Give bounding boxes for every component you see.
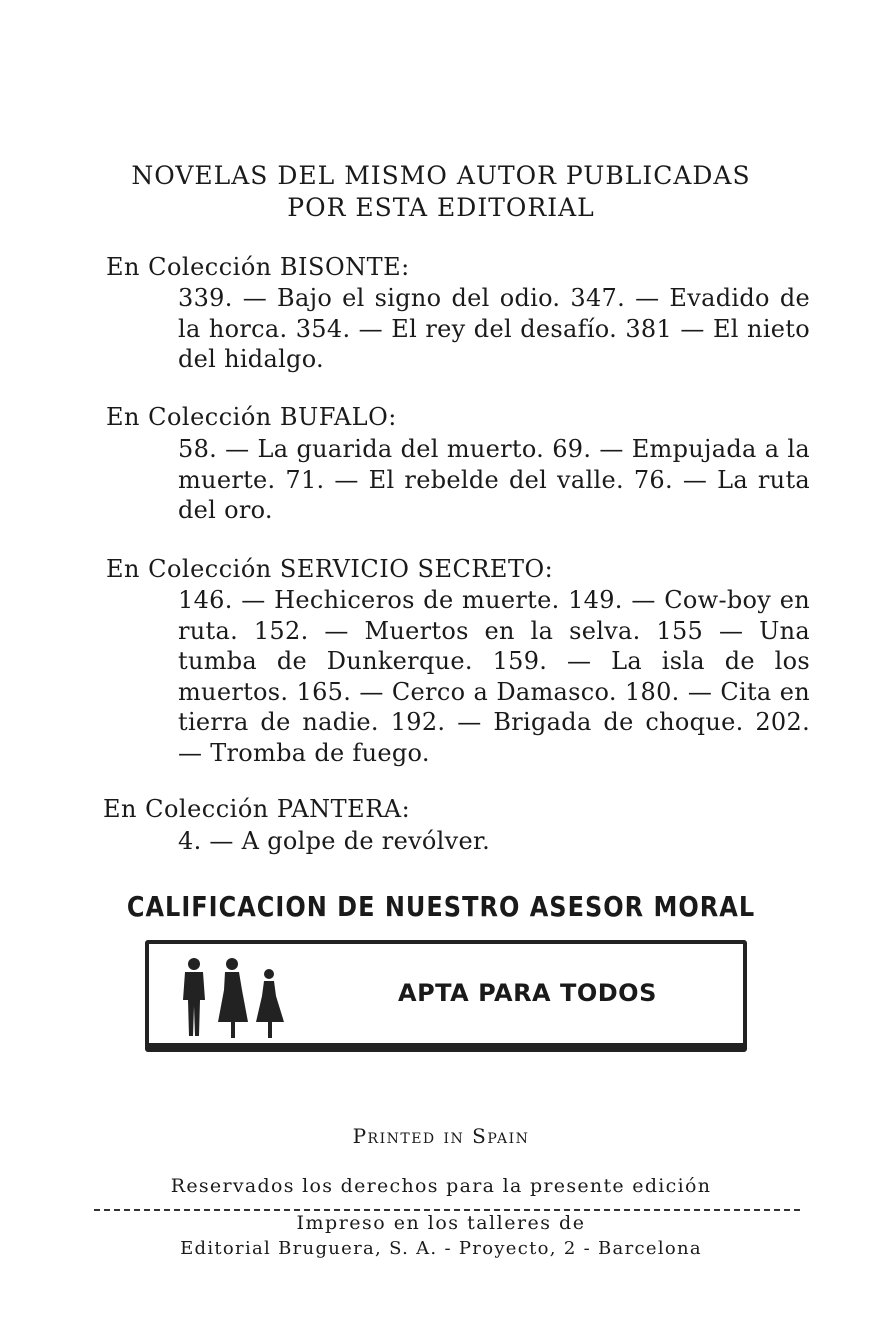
collection-label: En Colección BUFALO: xyxy=(106,403,397,431)
collection-label: En Colección PANTERA: xyxy=(103,795,411,823)
printer-text: Impreso en los talleres de xyxy=(296,1212,586,1234)
three-people-figures-icon xyxy=(172,956,292,1040)
collection-titles: 4. — A golpe de revólver. xyxy=(178,827,491,855)
collection-titles: 58. — La guarida del muerto. 69. — Empujada a la muerte. 71. — El rebelde del valle. 76. — La ruta del oro. xyxy=(178,435,810,524)
collection-label: En Colección BISONTE: xyxy=(106,253,410,281)
divider-line xyxy=(94,1209,800,1211)
collection-label: En Colección SERVICIO SECRETO: xyxy=(106,555,554,583)
moral-rating-text: APTA PARA TODOS xyxy=(398,979,657,1007)
collection-titles: 339. — Bajo el signo del odio. 347. — Evadido de la horca. 354. — El rey del desafío. 381 — El nieto del hidalgo. xyxy=(178,284,810,373)
heading-line-2: POR ESTA EDITORIAL xyxy=(287,193,595,222)
rights-reserved-text: Reservados los derechos para la presente edición xyxy=(170,1175,712,1197)
printed-in-spain: Printed in Spain xyxy=(352,1124,530,1148)
publisher-address: Editorial Bruguera, S. A. - Proyecto, 2 - Barcelona xyxy=(180,1238,702,1259)
collection-titles: 146. — Hechiceros de muerte. 149. — Cow-boy en ruta. 152. — Muertos en la selva. 155 — Una tumba de Dunkerque. 159. — La isla de los muertos. 165. — Cerco a Damasco. 180. — Cita en tierra de nadie. 192. — Brigada de choque. 202. — Tromba de fuego. xyxy=(178,586,810,767)
moral-rating-heading: CALIFICACION DE NUESTRO ASESOR MORAL xyxy=(126,890,756,924)
heading-line-1: NOVELAS DEL MISMO AUTOR PUBLICADAS xyxy=(131,161,751,190)
